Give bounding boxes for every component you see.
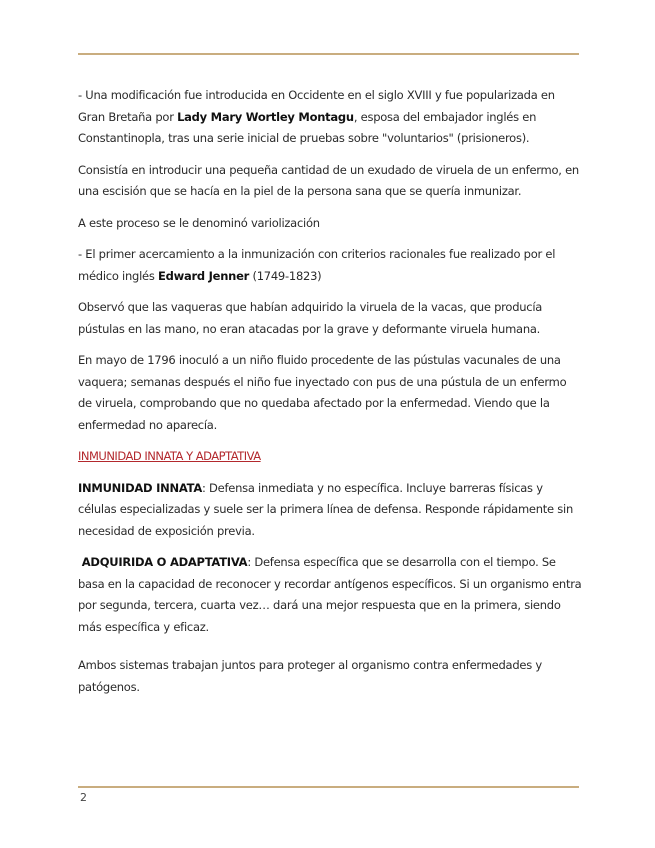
text-segment: : Defensa inmediata y no específica. Incluye barreras físicas y células especializadas y suele ser la primera línea de defensa. Responde rápidamente sin necesidad de exposición previa. xyxy=(78,480,573,538)
text-segment: (1749-1823) xyxy=(249,268,322,283)
bold-name-montagu: Lady Mary Wortley Montagu xyxy=(177,109,354,124)
footer-divider xyxy=(78,786,579,788)
bold-name-jenner: Edward Jenner xyxy=(158,268,250,283)
page-number: 2 xyxy=(80,791,87,804)
header-divider xyxy=(78,53,579,55)
paragraph-adaptive xyxy=(78,552,583,638)
text-segment: - El primer acercamiento a la inmunización con criterios racionales fue realizado por el médico inglés xyxy=(78,247,556,283)
paragraph-method: Consistía en introducir una pequeña cantidad de un exudado de viruela de un enfermo, en una escisión que se hacía en la piel de la persona sana que se quería inmunizar. xyxy=(78,162,579,198)
text-segment: , esposa del embajador inglés en Constantinopla, tras una serie inicial de pruebas sobre "voluntarios" (prisioneros). xyxy=(78,109,537,145)
heading-link[interactable]: INMUNIDAD INNATA Y ADAPTATIVA xyxy=(78,449,261,463)
term-innate: INMUNIDAD INNATA xyxy=(78,480,202,495)
document-body xyxy=(78,85,583,708)
paragraph-montagu xyxy=(78,85,583,150)
term-adaptive: ADQUIRIDA O ADAPTATIVA xyxy=(78,555,248,569)
section-heading[interactable] xyxy=(78,446,583,468)
paragraph-jenner xyxy=(78,244,583,287)
paragraph-observation: Observó que las vaqueras que habían adquirido la viruela de la vacas, que producía pústulas en las mano, no eran atacadas por la grave y deformante viruela humana. xyxy=(78,300,543,336)
paragraph-summary: Ambos sistemas trabajan juntos para proteger al organismo contra enfermedades y patógenos. xyxy=(78,658,542,694)
paragraph-experiment: En mayo de 1796 inoculó a un niño fluido procedente de las pústulas vacunales de una vaquera; semanas después el niño fue inyectado con pus de una pústula de un enfermo de viruela, comprobando que no quedaba afectado por la enfermedad. Viendo que la enfermedad no aparecía. xyxy=(78,353,567,432)
paragraph-variolization: A este proceso se le denominó variolización xyxy=(78,215,320,230)
text-segment: : Defensa específica que se desarrolla con el tiempo. Se basa en la capacidad de reconocer y recordar antígenos específicos. Si un organismo entra por segunda, tercera, cuarta vez… dará una mejor respuesta que en la primera, siendo más específica y eficaz. xyxy=(78,555,582,634)
text-segment: - Una modificación fue introducida en Occidente en el siglo XVIII y fue popularizada en Gran Bretaña por xyxy=(78,88,555,124)
paragraph-innate xyxy=(78,478,583,543)
